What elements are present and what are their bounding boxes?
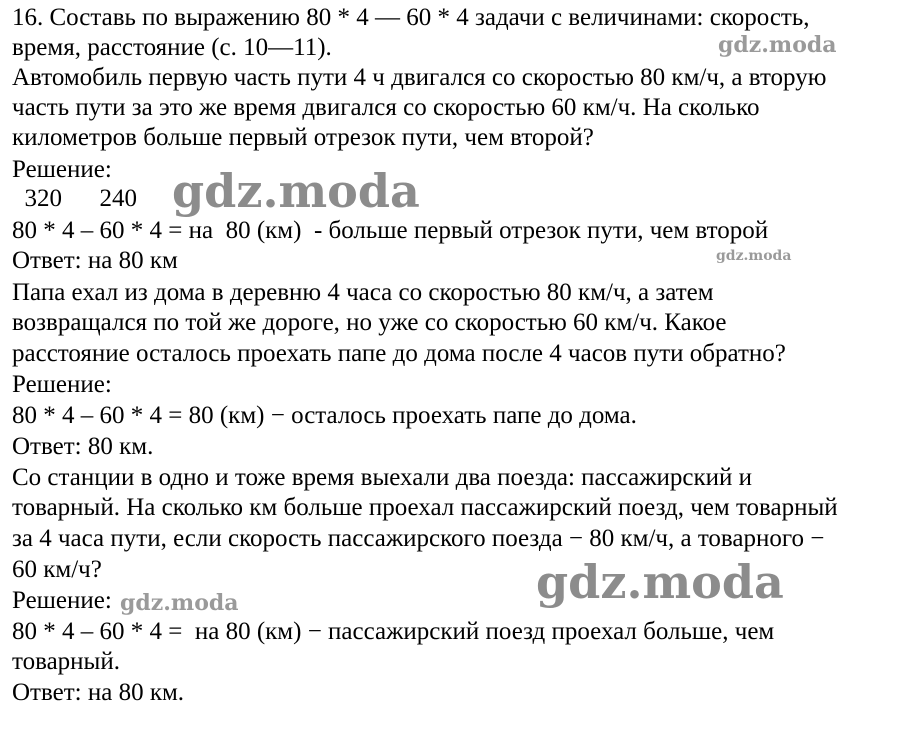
watermark-top-right: gdz.moda <box>718 32 837 58</box>
solution-3-expression-line-2: товарный. <box>12 648 120 675</box>
problem-3-line-2: товарный. На сколько км больше проехал пассажирский поезд, чем товарный <box>12 494 838 521</box>
watermark-large-lower: gdz.moda <box>536 555 784 609</box>
problem-2-line-1: Папа ехал из дома в деревню 4 часа со скоростью 80 км/ч, а затем <box>12 279 714 306</box>
problem-3-line-1: Со станции в одно и тоже время выехали два поезда: пассажирский и <box>12 464 753 491</box>
watermark-small-middle: gdz.moda <box>716 248 792 264</box>
problem-1-line-3: километров больше первый отрезок пути, чем второй? <box>12 124 594 151</box>
problem-3-line-4: 60 км/ч? <box>12 556 102 583</box>
solution-3-expression-line-1: 80 * 4 – 60 * 4 = на 80 (км) − пассажирский поезд проехал больше, чем <box>12 618 775 645</box>
problem-1-line-1: Автомобиль первую часть пути 4 ч двигался со скоростью 80 км/ч, а вторую <box>12 64 827 91</box>
task-heading-line-1: 16. Составь по выражению 80 * 4 — 60 * 4 задачи с величинами: скорость, <box>12 4 810 31</box>
solution-2-label: Решение: <box>12 371 112 398</box>
solution-1-label: Решение: <box>12 156 112 183</box>
problem-2-line-2: возвращался по той же дороге, но уже со скоростью 60 км/ч. Какое <box>12 309 727 336</box>
problem-2-line-3: расстояние осталось проехать папе до дома после 4 часов пути обратно? <box>12 340 786 367</box>
solution-2-expression: 80 * 4 – 60 * 4 = 80 (км) − осталось проехать папе до дома. <box>12 402 637 429</box>
answer-2: Ответ: 80 км. <box>12 433 154 460</box>
watermark-small-lower: gdz.moda <box>120 590 239 616</box>
task-heading-line-2: время, расстояние (с. 10—11). <box>12 34 332 61</box>
solution-1-expression: 80 * 4 – 60 * 4 = на 80 (км) - больше первый отрезок пути, чем второй <box>12 217 769 244</box>
solution-3-label: Решение: <box>12 587 112 614</box>
problem-3-line-3: за 4 часа пути, если скорость пассажирского поезда − 80 км/ч, а товарного − <box>12 525 825 552</box>
solution-1-intermediate-values: 320 240 <box>12 185 137 212</box>
answer-3: Ответ: на 80 км. <box>12 679 185 706</box>
problem-1-line-2: часть пути за это же время двигался со скоростью 60 км/ч. На сколько <box>12 94 760 121</box>
answer-1: Ответ: на 80 км <box>12 247 178 274</box>
watermark-large-upper: gdz.moda <box>172 164 420 218</box>
